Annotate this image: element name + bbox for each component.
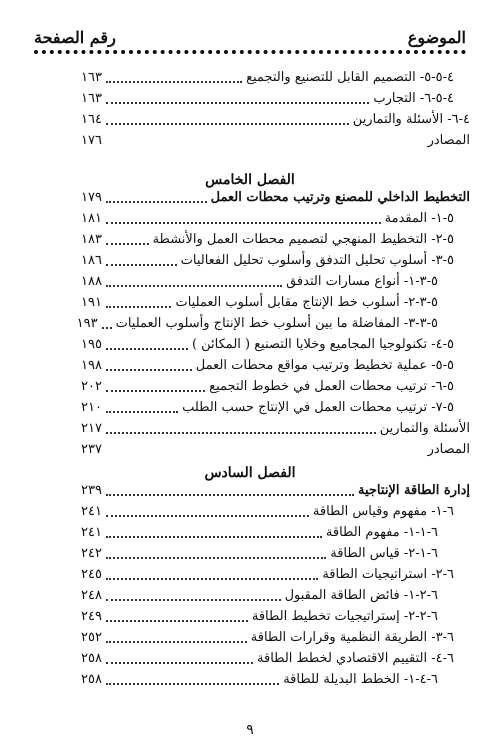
dot-leader	[106, 306, 171, 308]
toc-header	[34, 26, 466, 48]
dot-leader	[106, 390, 205, 392]
page-number: ٩	[246, 722, 254, 738]
toc-row: ٥-٣-٢- أسلوب خط الإنتاج مقابل أسلوب العمليات ١٩١	[81, 295, 438, 310]
dot-leader	[106, 222, 381, 224]
toc-row: إدارة الطاقة الإنتاجية ٢٣٩	[81, 483, 470, 498]
toc-row: ٥-٥- عملية تخطيط وترتيب مواقع محطات العمل ١٩٨	[81, 358, 454, 373]
dot-leader	[106, 515, 309, 517]
toc-row: ٥-٣-٣- المفاضلة ما بين أسلوب خط الإنتاج وأسلوب العمليات ١٩٣	[76, 316, 438, 331]
dot-leader	[106, 599, 281, 601]
dot-leader	[106, 348, 188, 350]
dot-leader	[106, 683, 279, 685]
dot-leader	[106, 620, 248, 622]
dot-leader	[106, 243, 149, 245]
dot-leader	[106, 662, 253, 664]
toc-row: ٦-١-٢- قياس الطاقة ٢٤٢	[81, 546, 438, 561]
toc-block-continued	[30, 66, 470, 150]
toc-row: ٦-٢-٢- إستراتيجيات تخطيط الطاقة ٢٤٩	[81, 609, 438, 624]
toc-row: المصادر ٢٣٧	[81, 442, 470, 457]
toc-row: ٥-٤- تكنولوجيا المجاميع وخلايا التصنيع ( المكائن ) ١٩٥	[81, 337, 454, 352]
toc-block-chapter-6	[30, 479, 470, 689]
dot-leader	[106, 201, 207, 203]
toc-row: ٥-١- المقدمة ١٨١	[81, 211, 454, 226]
dot-leader	[106, 494, 354, 496]
dot-leader	[106, 123, 349, 125]
topic-heading: الموضوع	[407, 27, 466, 47]
toc-row: ٦-٤- التقييم الاقتصادي لخطط الطاقة ٢٥٨	[81, 651, 454, 666]
dot-leader	[106, 641, 247, 643]
dot-leader	[106, 102, 369, 104]
toc-row: ٦-٤-١- الخطط البديلة للطاقة ٢٥٨	[81, 672, 438, 687]
toc-block-chapter-5	[30, 186, 470, 459]
toc-row: ٤-٥-٦- التجارب ١٦٣	[81, 91, 454, 106]
dot-leader	[106, 369, 192, 371]
toc-row: ٥-٣- أسلوب تحليل التدفق وأسلوب تحليل الفعاليات ١٨٦	[81, 253, 454, 268]
page-number-heading: رقم الصفحة	[34, 27, 116, 47]
dot-leader	[106, 557, 326, 559]
dot-leader	[102, 327, 112, 329]
dot-leader	[106, 285, 282, 287]
toc-row: ٦-٣- الطريقة النظمية وقرارات الطاقة ٢٥٢	[81, 630, 454, 645]
dot-leader	[106, 81, 242, 83]
toc-row: ٤-٦- الأسئلة والتمارين ١٦٤	[81, 112, 470, 127]
toc-row: التخطيط الداخلي للمصنع وترتيب محطات العمل ١٧٩	[81, 190, 470, 205]
toc-row: ٦-٢-١- فائض الطاقة المقبول ٢٤٨	[81, 588, 438, 603]
toc-row: ٦-١- مفهوم وقياس الطاقة ٢٤١	[81, 504, 454, 519]
toc-row: الأسئلة والتمارين ٢١٧	[81, 421, 470, 436]
toc-row: ٥-٣-١- أنواع مسارات التدفق ١٨٨	[81, 274, 438, 289]
toc-row: ٤-٥-٥- التصميم القابل للتصنيع والتجميع ١٦٣	[81, 70, 454, 85]
dot-leader	[106, 411, 178, 413]
toc-row: ٥-٢- التخطيط المنهجي لتصميم محطات العمل والأنشطة ١٨٣	[81, 232, 454, 247]
dot-leader	[106, 536, 322, 538]
toc-row: ٥-٧- ترتيب محطات العمل في الإنتاج حسب الطلب ٢١٠	[81, 400, 454, 415]
chapter-5-title: الفصل الخامس	[205, 172, 295, 188]
chapter-6-title: الفصل السادس	[204, 465, 296, 481]
dot-leader	[106, 264, 177, 266]
header-divider	[34, 50, 466, 54]
dot-leader	[106, 432, 376, 434]
toc-row: ٦-١-١- مفهوم الطاقة ٢٤١	[81, 525, 438, 540]
dot-leader	[106, 578, 318, 580]
toc-row: ٦-٢- استراتيجيات الطاقة ٢٤٥	[81, 567, 454, 582]
toc-row: ٥-٦- ترتيب محطات العمل في خطوط التجميع ٢٠٢	[81, 379, 454, 394]
toc-row: المصادر ١٧٦	[81, 133, 470, 148]
